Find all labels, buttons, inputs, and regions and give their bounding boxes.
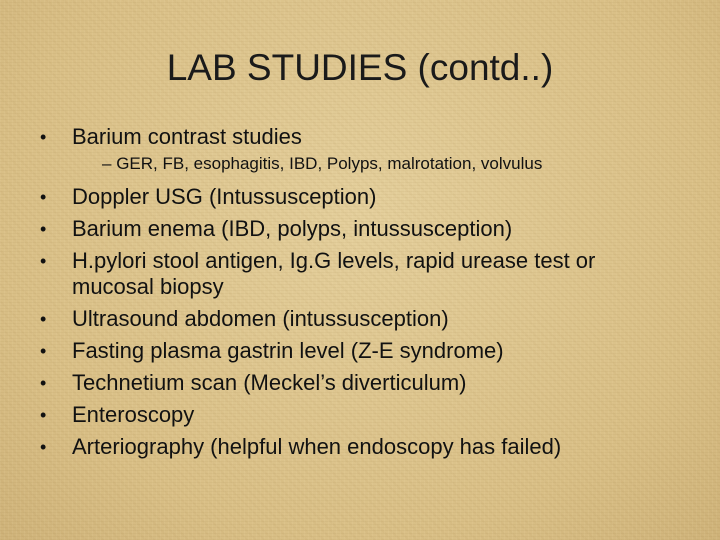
sub-bullet-text: GER, FB, esophagitis, IBD, Polyps, malrotation, volvulus [116, 154, 543, 173]
bullet-icon: • [40, 219, 47, 239]
bullet-text: Barium enema (IBD, polyps, intussusception) [72, 216, 513, 241]
bullet-text: Fasting plasma gastrin level (Z-E syndrome) [72, 338, 504, 363]
bullet-text: Enteroscopy [72, 402, 195, 427]
bullet-icon: • [40, 437, 47, 457]
slide-title: LAB STUDIES (contd..) [166, 47, 554, 88]
bullet-item [40, 370, 680, 396]
bullet-icon: • [40, 405, 47, 425]
bullet-list [40, 124, 680, 460]
bullet-text: H.pylori stool antigen, Ig.G levels, rapid urease test or mucosal biopsy [72, 248, 596, 299]
bullet-item [40, 306, 680, 332]
bullet-item [40, 124, 680, 150]
bullet-icon: • [40, 341, 47, 361]
bullet-icon: • [40, 187, 47, 207]
bullet-item [40, 184, 680, 210]
bullet-icon: • [40, 127, 47, 147]
bullet-icon: • [40, 309, 47, 329]
bullet-text: Technetium scan (Meckel’s diverticulum) [72, 370, 467, 395]
bullet-icon: • [40, 373, 47, 393]
sub-bullet-item [40, 153, 680, 175]
bullet-item [40, 434, 680, 460]
bullet-icon: • [40, 251, 47, 271]
bullet-item [40, 248, 680, 300]
bullet-item [40, 402, 680, 428]
bullet-item [40, 216, 680, 242]
sub-bullet-icon: – [102, 154, 112, 173]
bullet-text: Barium contrast studies [72, 124, 302, 149]
bullet-text: Ultrasound abdomen (intussusception) [72, 306, 449, 331]
bullet-text: Doppler USG (Intussusception) [72, 184, 377, 209]
bullet-text: Arteriography (helpful when endoscopy has failed) [72, 434, 562, 459]
bullet-item [40, 338, 680, 364]
